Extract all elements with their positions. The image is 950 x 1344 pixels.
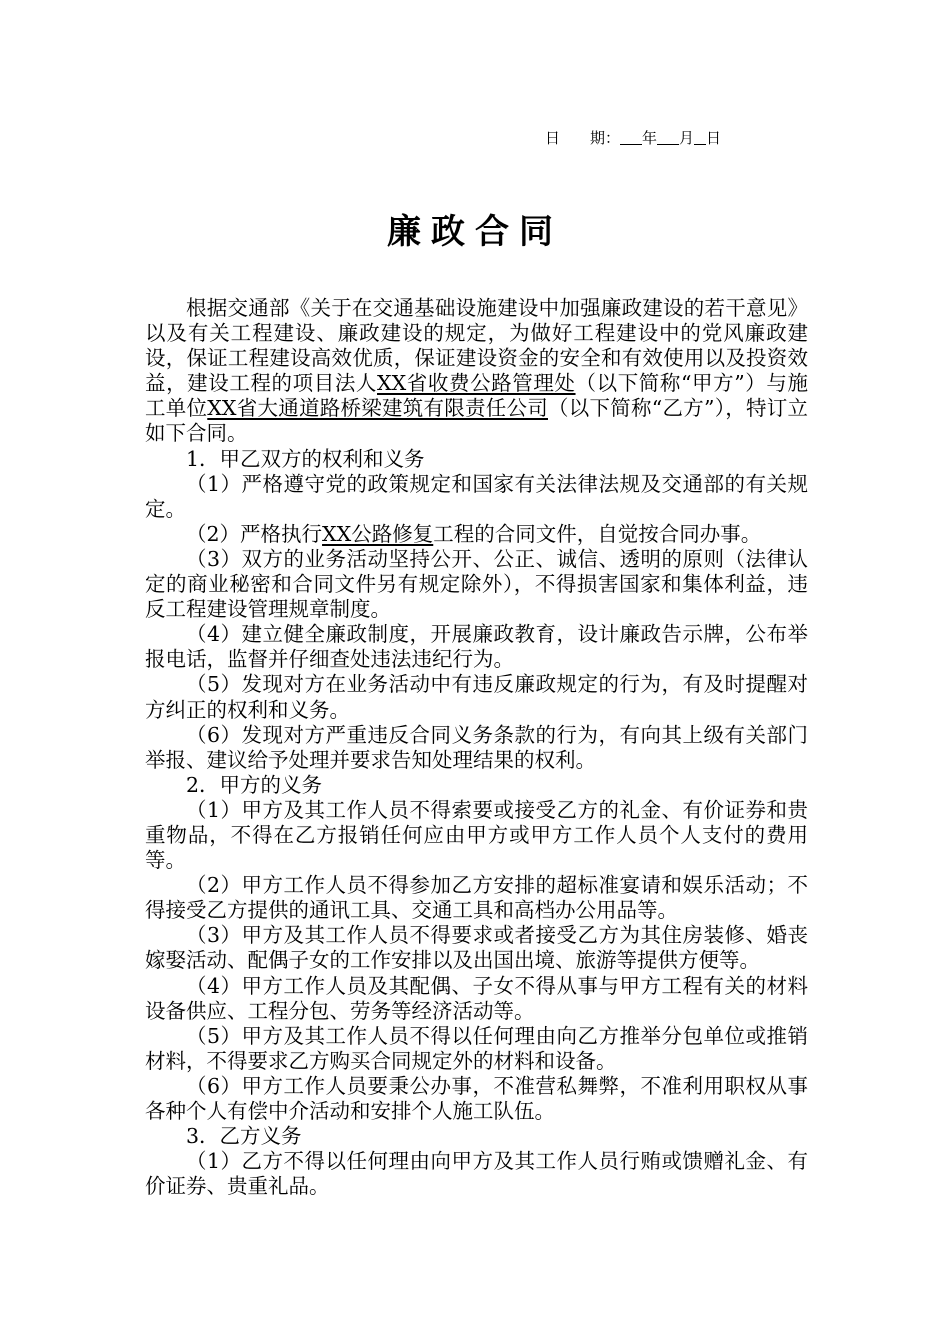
month-label: 月 [679,129,695,147]
clause: （3）双方的业务活动坚持公开、公正、诚信、透明的原则（法律认定的商业秘密和合同文件另有规定除外），不得损害国家和集体利益，违反工程建设管理规章制度。 [145,546,808,622]
clause: （4）建立健全廉政制度，开展廉政教育，设计廉政告示牌，公布举报电话，监督并仔细查处违法违纪行为。 [145,622,808,672]
date-line [545,127,721,148]
clause: （6）甲方工作人员要秉公办事，不准营私舞弊，不准利用职权从事各种个人有偿中介活动和安排个人施工队伍。 [145,1073,808,1123]
clause [145,522,808,547]
day-label: 日 [706,129,722,147]
preamble-text: （以下简称“甲方”）与施工单位 [145,371,808,421]
year-blank [620,130,642,145]
clause: （5）发现对方在业务活动中有违反廉政规定的行为，有及时提醒对方纠正的权利和义务。 [145,672,808,722]
clause: （5）甲方及其工作人员不得以任何理由向乙方推举分包单位或推销材料，不得要求乙方购买合同规定外的材料和设备。 [145,1023,808,1073]
preamble-text: 根据交通部《关于在交通基础设施建设中加强廉政建设的若干意见》以及有关工程建设、廉政建设的规定，为做好工程建设中的党风廉政建设，保证工程建设高效优质，保证建设资金的安全和有效使用以及投资效益，建设工程的项目法人 [145,296,808,396]
clause-text: 工程的合同文件，自觉按合同办事。 [433,521,762,546]
document-title: 廉政合同 [387,212,563,252]
section-heading: 3．乙方义务 [186,1124,302,1149]
section-heading: 2．甲方的义务 [186,772,323,797]
date-label: 日 期： [545,129,621,147]
party-b-name: XX省大通道路桥梁建筑有限责任公司 [207,396,548,421]
preamble-paragraph [145,296,808,447]
clause-text: （2）严格执行 [186,521,323,546]
clause: （4）甲方工作人员及其配偶、子女不得从事与甲方工程有关的材料设备供应、工程分包、劳务等经济活动等。 [145,973,808,1023]
contract-body [145,296,808,1199]
party-a-name: XX省收费公路管理处 [377,371,576,396]
clause: （3）甲方及其工作人员不得要求或者接受乙方为其住房装修、婚丧嫁娶活动、配偶子女的工作安排以及出国出境、旅游等提供方便等。 [145,923,808,973]
clause: （1）乙方不得以任何理由向甲方及其工作人员行贿或馈赠礼金、有价证券、贵重礼品。 [145,1149,808,1199]
project-name: XX公路修复 [322,521,434,546]
year-label: 年 [642,129,658,147]
clause: （1）严格遵守党的政策规定和国家有关法律法规及交通部的有关规定。 [145,471,808,521]
clause: （6）发现对方严重违反合同义务条款的行为，有向其上级有关部门举报、建议给予处理并要求告知处理结果的权利。 [145,722,808,772]
preamble-text: （以下简称“乙方”），特订立如下合同。 [145,396,808,446]
clause: （2）甲方工作人员不得参加乙方安排的超标准宴请和娱乐活动；不得接受乙方提供的通讯工具、交通工具和高档办公用品等。 [145,873,808,923]
clause: （1）甲方及其工作人员不得索要或接受乙方的礼金、有价证券和贵重物品，不得在乙方报销任何应由甲方或甲方工作人员个人支付的费用等。 [145,797,808,873]
month-blank [657,130,679,145]
section-heading: 1．甲乙双方的权利和义务 [186,446,425,471]
day-blank [694,130,706,145]
